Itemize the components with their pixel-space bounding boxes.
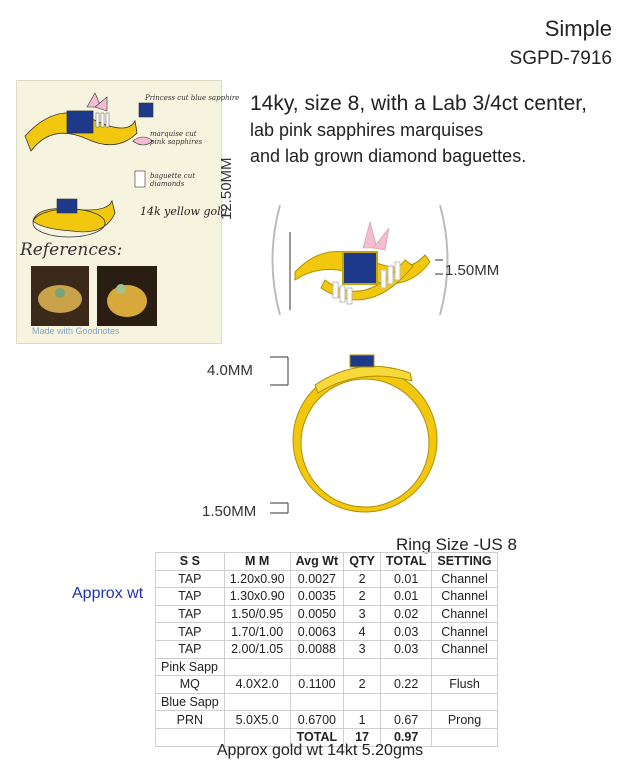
table-cell: TAP xyxy=(156,570,225,588)
table-cell: 0.1100 xyxy=(290,676,344,694)
dimension-top-height: 4.0MM xyxy=(207,362,253,379)
table-cell: 2 xyxy=(344,676,381,694)
dimension-height: 12.50MM xyxy=(218,157,235,220)
table-cell: 1.30x0.90 xyxy=(224,588,290,606)
description-line-1: 14ky, size 8, with a Lab 3/4ct center, xyxy=(250,92,587,115)
table-cell: TAP xyxy=(156,588,225,606)
table-cell: MQ xyxy=(156,676,225,694)
table-cell: TAP xyxy=(156,605,225,623)
table-cell: 2 xyxy=(344,588,381,606)
table-cell: 4.0X2.0 xyxy=(224,676,290,694)
table-cell: 0.67 xyxy=(380,711,432,729)
table-cell xyxy=(344,658,381,676)
table-row xyxy=(156,693,498,711)
table-cell: 3 xyxy=(344,605,381,623)
description-line-2: lab pink sapphires marquises xyxy=(250,120,484,140)
table-cell xyxy=(290,658,344,676)
table-cell: 0.0050 xyxy=(290,605,344,623)
table-cell xyxy=(344,693,381,711)
table-row xyxy=(156,623,498,641)
table-cell: 0.0027 xyxy=(290,570,344,588)
table-cell xyxy=(290,693,344,711)
col-header: S S xyxy=(156,553,225,571)
approx-wt-label: Approx wt xyxy=(72,585,144,602)
table-cell: 0.01 xyxy=(380,588,432,606)
table-cell: TOTAL xyxy=(290,728,344,746)
table-row xyxy=(156,676,498,694)
table-cell xyxy=(224,658,290,676)
table-cell: Channel xyxy=(432,605,497,623)
table-cell xyxy=(380,658,432,676)
table-cell: Channel xyxy=(432,588,497,606)
table-row xyxy=(156,605,498,623)
ring-top-view xyxy=(255,200,465,320)
table-cell: 3 xyxy=(344,640,381,658)
table-cell xyxy=(432,658,497,676)
table-cell: 0.0035 xyxy=(290,588,344,606)
table-row xyxy=(156,711,498,729)
dimension-bottom-width: 1.50MM xyxy=(202,503,257,520)
table-cell: 0.02 xyxy=(380,605,432,623)
table-row xyxy=(156,640,498,658)
table-cell: 0.22 xyxy=(380,676,432,694)
table-cell: 1.50/0.95 xyxy=(224,605,290,623)
table-header-row xyxy=(156,553,498,571)
table-cell: 0.0063 xyxy=(290,623,344,641)
col-header: Avg Wt xyxy=(290,553,344,571)
table-cell: Channel xyxy=(432,640,497,658)
table-cell xyxy=(224,693,290,711)
table-cell: 0.6700 xyxy=(290,711,344,729)
col-header: SETTING xyxy=(432,553,497,571)
ring-side-view xyxy=(260,345,460,525)
gold-weight: Approx gold wt 14kt 5.20gms xyxy=(216,742,424,759)
design-code: SGPD-7916 xyxy=(509,48,612,69)
table-cell: Channel xyxy=(432,570,497,588)
table-cell: Pink Sapp xyxy=(156,658,225,676)
table-cell: TAP xyxy=(156,640,225,658)
stone-table xyxy=(155,552,498,747)
table-cell: 0.03 xyxy=(380,640,432,658)
ring-size: Ring Size -US 8 xyxy=(396,535,517,554)
sketch-gold-note: 14k yellow gold xyxy=(140,205,228,218)
references-label: References: xyxy=(20,240,123,260)
sketch-note-baguette: baguette cut diamonds xyxy=(150,172,196,188)
description-line-3: and lab grown diamond baguettes. xyxy=(250,146,527,166)
table-cell: 1 xyxy=(344,711,381,729)
table-cell: 2.00/1.05 xyxy=(224,640,290,658)
goodnotes-watermark: Made with Goodnotes xyxy=(32,326,120,336)
table-cell: 5.0X5.0 xyxy=(224,711,290,729)
table-cell: 0.97 xyxy=(380,728,432,746)
table-cell: Blue Sapp xyxy=(156,693,225,711)
table-row xyxy=(156,570,498,588)
table-cell: 17 xyxy=(344,728,381,746)
col-header: QTY xyxy=(344,553,381,571)
table-cell xyxy=(432,693,497,711)
table-cell: 0.01 xyxy=(380,570,432,588)
design-title: Simple xyxy=(544,16,612,41)
table-cell: PRN xyxy=(156,711,225,729)
table-cell: 4 xyxy=(344,623,381,641)
table-cell: 2 xyxy=(344,570,381,588)
sketch-note-blue: Princess cut blue sapphire xyxy=(145,94,240,102)
table-cell: 1.70/1.00 xyxy=(224,623,290,641)
table-cell: 0.03 xyxy=(380,623,432,641)
sketch-note-pink: marquise cut pink sapphires xyxy=(150,130,203,146)
table-cell: 0.0088 xyxy=(290,640,344,658)
table-cell: 1.20x0.90 xyxy=(224,570,290,588)
table-cell: Flush xyxy=(432,676,497,694)
table-cell xyxy=(380,693,432,711)
table-cell: Prong xyxy=(432,711,497,729)
table-row xyxy=(156,658,498,676)
dimension-side-width: 1.50MM xyxy=(445,262,500,279)
table-row xyxy=(156,588,498,606)
col-header: TOTAL xyxy=(380,553,432,571)
table-cell: TAP xyxy=(156,623,225,641)
table-cell: Channel xyxy=(432,623,497,641)
col-header: M M xyxy=(224,553,290,571)
